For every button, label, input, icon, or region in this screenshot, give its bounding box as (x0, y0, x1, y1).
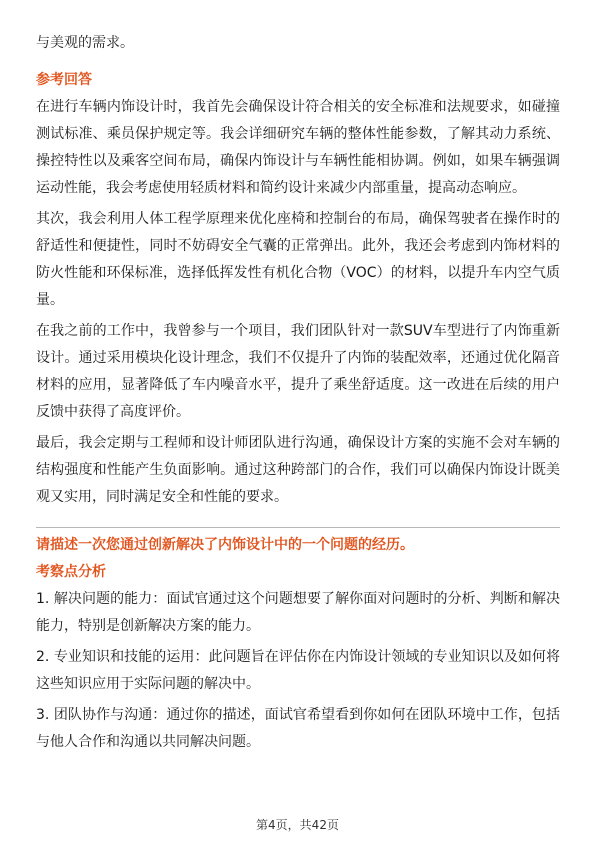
document-page (36, 30, 560, 756)
analysis-item: 1. 解决问题的能力：面试官通过这个问题想要了解你面对问题时的分析、判断和解决能力，特别是创新解决方案的能力。 (36, 591, 560, 634)
answer-paragraph: 最后，我会定期与工程师和设计师团队进行沟通，确保设计方案的实施不会对车辆的结构强度和性能产生负面影响。通过这种跨部门的合作，我们可以确保内饰设计既美观又实用，同时满足安全和性能的要求。 (36, 435, 560, 505)
analysis-heading: 考察点分析 (36, 564, 106, 580)
question-heading: 请描述一次您通过创新解决了内饰设计中的一个问题的经历。 (36, 537, 414, 553)
answer-paragraph: 在进行车辆内饰设计时，我首先会确保设计符合相关的安全标准和法规要求，如碰撞测试标准、乘员保护规定等。我会详细研究车辆的整体性能参数，了解其动力系统、操控特性以及乘客空间布局，确保内饰设计与车辆性能相协调。例如，如果车辆强调运动性能，我会考虑使用轻质材料和简约设计来减少内部重量，提高动态响应。 (36, 99, 560, 196)
answer-paragraph: 在我之前的工作中，我曾参与一个项目，我们团队针对一款SUV车型进行了内饰重新设计。通过采用模块化设计理念，我们不仅提升了内饰的装配效率，还通过优化隔音材料的应用，显著降低了车内噪音水平，提升了乘坐舒适度。这一改进在后续的用户反馈中获得了高度评价。 (36, 323, 560, 420)
answer-paragraph: 其次，我会利用人体工程学原理来优化座椅和控制台的布局，确保驾驶者在操作时的舒适性和便捷性，同时不妨碍安全气囊的正常弹出。此外，我还会考虑到内饰材料的防火性能和环保标准，选择低挥发性有机化合物（VOC）的材料，以提升车内空气质量。 (36, 211, 560, 308)
analysis-item: 3. 团队协作与沟通：通过你的描述，面试官希望看到你如何在团队环境中工作，包括与他人合作和沟通以共同解决问题。 (36, 707, 560, 750)
page-number-footer: 第4页，共42页 (256, 818, 339, 832)
analysis-item: 2. 专业知识和技能的运用：此问题旨在评估你在内饰设计领域的专业知识以及如何将这些知识应用于实际问题的解决中。 (36, 649, 560, 692)
reference-answer-heading: 参考回答 (36, 72, 92, 88)
continuation-text: 与美观的需求。 (36, 35, 134, 51)
section-divider (36, 527, 560, 528)
